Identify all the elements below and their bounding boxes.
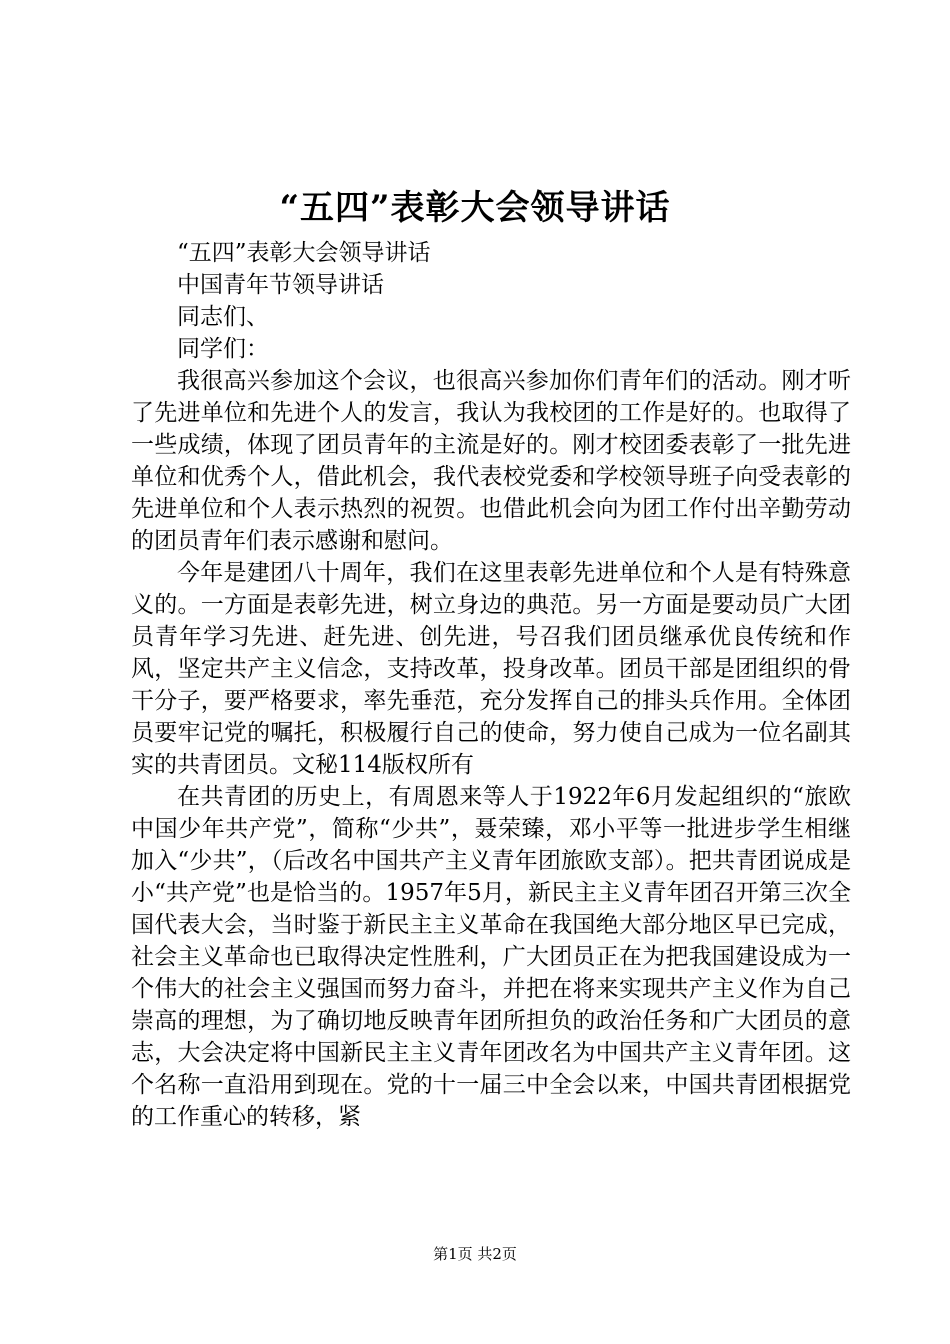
paragraph-salutation-1: 同志们、: [177, 304, 269, 330]
paragraph-body-2: 今年是建团八十周年，我们在这里表彰先进单位和个人是有特殊意义的。一方面是表彰先进，树立身边的典范。另一方面是要动员广大团员青年学习先进、赶先进、创先进，号召我们团员继承优良传统和作风，坚定共产主义信念，支持改革，投身改革。团员干部是团组织的骨干分子，要严格要求，率先垂范，充分发挥自己的排头兵作用。全体团员要牢记党的嘱托，积极履行自己的使命，努力使自己成为一位名副其实的共青团员。文秘114版权所有: [131, 560, 851, 778]
page-footer: 第1页 共2页: [433, 1245, 517, 1263]
page-title: “五四”表彰大会领导讲话: [279, 188, 671, 228]
paragraph-subheading: 中国青年节领导讲话: [177, 272, 384, 298]
document-body: [131, 237, 851, 1133]
paragraph-body-3: 在共青团的历史上，有周恩来等人于1922年6月发起组织的“旅欧中国少年共产党”，简称“少共”，聂荣臻，邓小平等一批进步学生相继加入“少共”，（后改名中国共产主义青年团旅欧支部）。把共青团说成是小“共产党”也是恰当的。1957年5月，新民主主义青年团召开第三次全国代表大会，当时鉴于新民主主义革命在我国绝大部分地区早已完成，社会主义革命也已取得决定性胜利，广大团员正在为把我国建设成为一个伟大的社会主义强国而努力奋斗，并把在将来实现共产主义作为自己崇高的理想，为了确切地反映青年团所担负的政治任务和广大团员的意志，大会决定将中国新民主主义青年团改名为中国共产主义青年团。这个名称一直沿用到现在。党的十一届三中全会以来，中国共青团根据党的工作重心的转移，紧: [131, 784, 851, 1130]
paragraph-body-1: 我很高兴参加这个会议，也很高兴参加你们青年们的活动。刚才听了先进单位和先进个人的发言，我认为我校团的工作是好的。也取得了一些成绩，体现了团员青年的主流是好的。刚才校团委表彰了一批先进单位和优秀个人，借此机会，我代表校党委和学校领导班子向受表彰的先进单位和个人表示热烈的祝贺。也借此机会向为团工作付出辛勤劳动的团员青年们表示感谢和慰问。: [131, 368, 851, 554]
paragraph-heading: “五四”表彰大会领导讲话: [177, 240, 431, 266]
paragraph-salutation-2: 同学们：: [177, 336, 269, 362]
